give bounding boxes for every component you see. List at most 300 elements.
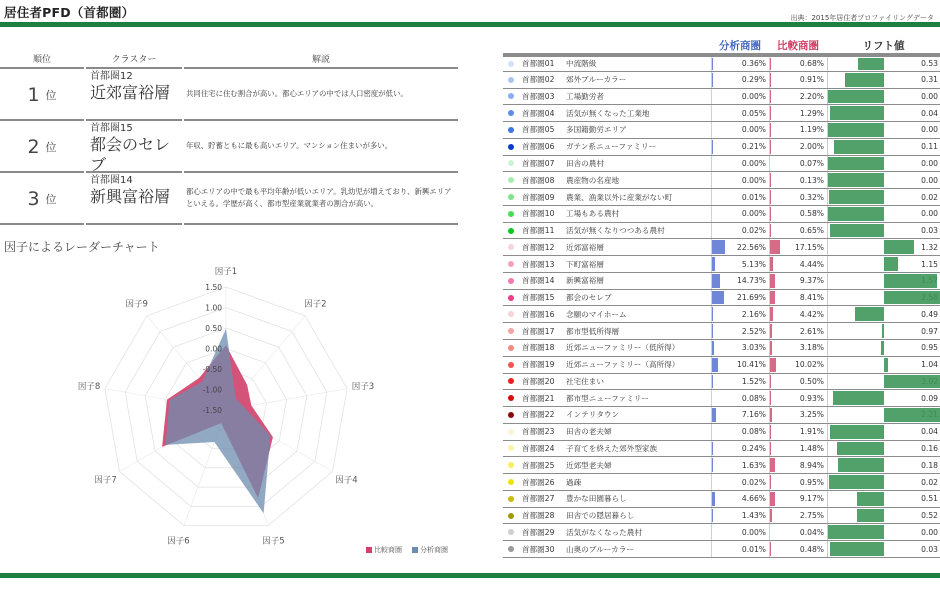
lift-value: 0.09 bbox=[921, 393, 938, 403]
radar-axis-label: 因子1 bbox=[214, 267, 238, 277]
cluster-color-dot bbox=[508, 395, 514, 401]
cluster-code: 首都圏27 bbox=[522, 494, 555, 504]
lift-cell bbox=[827, 72, 940, 88]
lift-cell bbox=[827, 273, 940, 289]
cluster-name: 豊かな田園暮らし bbox=[566, 494, 627, 504]
compare-share-value: 0.48% bbox=[799, 544, 824, 554]
cluster-name: 郊外ブルーカラー bbox=[566, 75, 627, 85]
cluster-name-cell bbox=[503, 541, 711, 557]
analysis-share-cell bbox=[711, 206, 769, 222]
lift-cell bbox=[827, 105, 940, 121]
rank-number: 3 bbox=[27, 188, 40, 210]
cluster-color-dot bbox=[508, 295, 514, 301]
table-row bbox=[503, 206, 940, 223]
analysis-share-bar bbox=[712, 509, 713, 523]
lift-cell bbox=[827, 407, 940, 423]
lift-cell bbox=[827, 508, 940, 524]
cluster-code: 首都圏16 bbox=[522, 309, 555, 319]
table-row bbox=[503, 273, 940, 290]
cluster-name-cell bbox=[503, 57, 711, 71]
compare-share-value: 0.58% bbox=[799, 209, 824, 219]
compare-share-bar bbox=[770, 408, 772, 422]
table-row bbox=[503, 306, 940, 323]
compare-share-bar bbox=[770, 257, 773, 271]
cluster-name-cell bbox=[503, 172, 711, 188]
analysis-share-cell bbox=[711, 72, 769, 88]
cluster-name-cell bbox=[503, 89, 711, 105]
cluster-code: 首都圏15 bbox=[522, 293, 555, 303]
cluster-name: 農産物の名産地 bbox=[566, 175, 620, 185]
table-row bbox=[503, 424, 940, 441]
cluster-name: 近郊ニューファミリー（低所得） bbox=[566, 343, 680, 353]
cluster-name-cell bbox=[503, 524, 711, 540]
lift-value: 0.00 bbox=[921, 158, 938, 168]
compare-share-cell bbox=[769, 139, 827, 155]
cluster-color-dot bbox=[508, 378, 514, 384]
table-row bbox=[503, 55, 940, 72]
table-row bbox=[503, 89, 940, 106]
lift-cell bbox=[827, 340, 940, 356]
compare-share-bar bbox=[770, 442, 771, 456]
lift-cell bbox=[827, 424, 940, 440]
analysis-share-cell bbox=[711, 357, 769, 373]
lift-value: 0.03 bbox=[921, 226, 938, 236]
legend-item bbox=[412, 545, 448, 555]
lift-value: 1.32 bbox=[921, 242, 938, 252]
footer-divider bbox=[0, 573, 940, 578]
cluster-color-dot bbox=[508, 412, 514, 418]
cluster-name-cell bbox=[503, 72, 711, 88]
cluster-color-dot bbox=[508, 93, 514, 99]
lift-value: 2.58 bbox=[921, 293, 938, 303]
cluster-name: 農業、漁業以外に産業がない町 bbox=[566, 192, 673, 202]
cluster-code: 首都圏23 bbox=[522, 427, 555, 437]
cluster-name: 新興富裕層 bbox=[90, 187, 171, 206]
analysis-share-cell bbox=[711, 474, 769, 490]
cluster-description: 年収、貯蓄ともに最も高いエリア。マンション住まいが多い。 bbox=[184, 121, 458, 173]
lift-bar bbox=[828, 207, 884, 221]
lift-cell bbox=[827, 156, 940, 172]
cluster-name-cell bbox=[503, 223, 711, 239]
compare-share-bar bbox=[770, 274, 775, 288]
compare-share-cell bbox=[769, 407, 827, 423]
rank-cell bbox=[0, 121, 84, 173]
analysis-share-bar bbox=[712, 358, 718, 372]
analysis-share-cell bbox=[711, 524, 769, 540]
legend-swatch bbox=[366, 547, 372, 553]
cluster-name: 田舎での隠居暮らし bbox=[566, 511, 635, 521]
analysis-share-bar bbox=[712, 307, 713, 321]
cluster-table-header bbox=[503, 36, 940, 53]
lift-cell bbox=[827, 491, 940, 507]
table-row bbox=[503, 457, 940, 474]
compare-share-value: 0.07% bbox=[799, 158, 824, 168]
compare-share-bar bbox=[770, 358, 776, 372]
column-header-compare: 比較商圏 bbox=[777, 40, 819, 52]
radar-tick-label: -1.00 bbox=[202, 385, 222, 395]
analysis-share-bar bbox=[712, 458, 713, 472]
analysis-share-cell bbox=[711, 256, 769, 272]
cluster-name: 田舎の農村 bbox=[566, 158, 604, 168]
compare-share-value: 0.93% bbox=[799, 393, 824, 403]
lift-cell bbox=[827, 457, 940, 473]
lift-value: 1.15 bbox=[921, 259, 938, 269]
compare-share-value: 0.32% bbox=[799, 192, 824, 202]
table-row bbox=[503, 390, 940, 407]
cluster-name: ガテン系ニューファミリー bbox=[566, 142, 657, 152]
table-row bbox=[503, 105, 940, 122]
compare-share-value: 17.15% bbox=[795, 242, 824, 252]
analysis-share-value: 0.00% bbox=[741, 527, 766, 537]
lift-value: 0.31 bbox=[921, 75, 938, 85]
cluster-code: 首都圏01 bbox=[522, 59, 555, 69]
lift-bar bbox=[830, 425, 884, 439]
analysis-share-bar bbox=[712, 408, 716, 422]
compare-share-cell bbox=[769, 441, 827, 457]
compare-share-bar bbox=[770, 341, 772, 355]
compare-share-bar bbox=[770, 492, 775, 506]
lift-bar bbox=[837, 442, 884, 456]
lift-bar bbox=[884, 358, 888, 372]
analysis-share-value: 10.41% bbox=[737, 360, 766, 370]
cluster-code: 首都圏19 bbox=[522, 360, 555, 370]
compare-share-value: 0.13% bbox=[799, 175, 824, 185]
analysis-share-value: 0.02% bbox=[741, 226, 766, 236]
radar-tick-label: -0.50 bbox=[202, 365, 222, 374]
lift-value: 0.00 bbox=[921, 209, 938, 219]
compare-share-cell bbox=[769, 72, 827, 88]
analysis-share-value: 22.56% bbox=[737, 242, 766, 252]
cluster-code: 首都圏09 bbox=[522, 192, 555, 202]
rank-suffix: 位 bbox=[45, 193, 57, 206]
cluster-code: 首都圏07 bbox=[522, 158, 555, 168]
table-row bbox=[503, 290, 940, 307]
compare-share-bar bbox=[770, 458, 775, 472]
analysis-share-value: 1.52% bbox=[741, 376, 766, 386]
cluster-color-dot bbox=[508, 328, 514, 334]
analysis-share-value: 14.73% bbox=[737, 276, 766, 286]
lift-cell bbox=[827, 524, 940, 540]
cluster-name-cell bbox=[503, 474, 711, 490]
lift-value: 0.18 bbox=[921, 460, 938, 470]
analysis-share-value: 0.29% bbox=[741, 75, 766, 85]
compare-share-cell bbox=[769, 156, 827, 172]
cluster-code: 首都圏08 bbox=[522, 175, 555, 185]
radar-axis-label: 因子3 bbox=[351, 381, 375, 392]
cluster-name: 都会のセレブ bbox=[566, 293, 612, 303]
lift-bar bbox=[828, 90, 884, 104]
lift-value: 0.04 bbox=[921, 108, 938, 118]
analysis-share-value: 0.24% bbox=[741, 443, 766, 453]
cluster-color-dot bbox=[508, 496, 514, 502]
compare-share-bar bbox=[770, 391, 771, 405]
compare-share-cell bbox=[769, 239, 827, 255]
compare-share-cell bbox=[769, 172, 827, 188]
compare-share-value: 0.50% bbox=[799, 376, 824, 386]
compare-share-value: 0.65% bbox=[799, 226, 824, 236]
cluster-name: 社宅住まい bbox=[566, 376, 604, 386]
cluster-name: 工場もある農村 bbox=[566, 209, 620, 219]
radar-tick-label: -1.50 bbox=[202, 406, 222, 415]
cluster-name: インテリタウン bbox=[566, 410, 620, 420]
compare-share-cell bbox=[769, 524, 827, 540]
rank-number: 2 bbox=[27, 136, 40, 158]
compare-share-value: 0.68% bbox=[799, 59, 824, 69]
lift-cell bbox=[827, 441, 940, 457]
cluster-color-dot bbox=[508, 61, 514, 67]
cluster-color-dot bbox=[508, 462, 514, 468]
analysis-share-cell bbox=[711, 508, 769, 524]
lift-bar bbox=[828, 525, 884, 539]
lift-bar bbox=[830, 224, 884, 238]
lift-value: 0.11 bbox=[921, 142, 938, 152]
compare-share-cell bbox=[769, 390, 827, 406]
compare-share-value: 9.37% bbox=[799, 276, 824, 286]
cluster-name-cell bbox=[503, 139, 711, 155]
rank-suffix: 位 bbox=[45, 89, 57, 102]
cluster-name-cell bbox=[503, 374, 711, 390]
cluster-name: 山奥のブルーカラー bbox=[566, 544, 634, 554]
lift-bar bbox=[828, 173, 884, 187]
table-row bbox=[503, 323, 940, 340]
table-row bbox=[503, 72, 940, 89]
cluster-name: 活気がなくなった農村 bbox=[566, 527, 642, 537]
analysis-share-value: 5.13% bbox=[741, 259, 766, 269]
lift-value: 0.00 bbox=[921, 91, 938, 101]
compare-share-cell bbox=[769, 340, 827, 356]
cluster-color-dot bbox=[508, 144, 514, 150]
compare-share-bar bbox=[770, 307, 773, 321]
cluster-color-dot bbox=[508, 311, 514, 317]
cluster-code: 首都圏26 bbox=[522, 477, 555, 487]
cluster-color-dot bbox=[508, 345, 514, 351]
lift-cell bbox=[827, 256, 940, 272]
column-header-rank: 順位 bbox=[0, 52, 84, 69]
cluster-name: 活気が無くなった工業地 bbox=[566, 108, 650, 118]
compare-share-value: 4.42% bbox=[799, 309, 824, 319]
analysis-share-cell bbox=[711, 541, 769, 557]
cluster-color-dot bbox=[508, 77, 514, 83]
radar-chart-title: 因子によるレーダーチャート bbox=[4, 240, 160, 254]
cluster-name-cell bbox=[503, 239, 711, 255]
radar-tick-label: 0.50 bbox=[205, 324, 222, 333]
lift-cell bbox=[827, 474, 940, 490]
cluster-color-dot bbox=[508, 127, 514, 133]
lift-value: 0.95 bbox=[921, 343, 938, 353]
cluster-code: 首都圏05 bbox=[522, 125, 555, 135]
analysis-share-cell bbox=[711, 273, 769, 289]
cluster-name-cell bbox=[503, 189, 711, 205]
lift-value: 2.21 bbox=[921, 410, 938, 420]
table-row bbox=[503, 441, 940, 458]
cluster-color-dot bbox=[508, 429, 514, 435]
compare-share-cell bbox=[769, 206, 827, 222]
lift-cell bbox=[827, 122, 940, 138]
cluster-name-cell bbox=[503, 390, 711, 406]
analysis-share-bar bbox=[712, 291, 724, 305]
cluster-code: 首都圏03 bbox=[522, 91, 555, 101]
table-row bbox=[503, 122, 940, 139]
analysis-share-bar bbox=[712, 492, 715, 506]
source-note: 出典：2015年居住者プロファイリングデータ bbox=[790, 14, 934, 22]
compare-share-cell bbox=[769, 374, 827, 390]
compare-share-bar bbox=[770, 291, 775, 305]
cluster-code: 首都圏15 bbox=[90, 123, 133, 134]
lift-value: 1.57 bbox=[921, 276, 938, 286]
analysis-share-bar bbox=[712, 341, 714, 355]
analysis-share-bar bbox=[712, 257, 715, 271]
table-row bbox=[503, 541, 940, 558]
cluster-name-cell bbox=[503, 323, 711, 339]
cluster-name: 近郊富裕層 bbox=[90, 83, 171, 102]
lift-cell bbox=[827, 57, 940, 71]
compare-share-cell bbox=[769, 290, 827, 306]
cluster-code: 首都圏20 bbox=[522, 376, 555, 386]
analysis-share-value: 0.05% bbox=[741, 108, 766, 118]
cluster-name-cell bbox=[503, 340, 711, 356]
lift-value: 0.00 bbox=[921, 175, 938, 185]
cluster-code: 首都圏11 bbox=[522, 226, 555, 236]
cluster-color-dot bbox=[508, 177, 514, 183]
cluster-color-dot bbox=[508, 244, 514, 250]
table-row bbox=[503, 139, 940, 156]
ranking-table bbox=[0, 52, 460, 225]
analysis-share-value: 0.01% bbox=[741, 192, 766, 202]
lift-cell bbox=[827, 189, 940, 205]
lift-value: 0.02 bbox=[921, 477, 938, 487]
lift-cell bbox=[827, 239, 940, 255]
table-row bbox=[503, 172, 940, 189]
cluster-code: 首都圏06 bbox=[522, 142, 555, 152]
compare-share-cell bbox=[769, 357, 827, 373]
analysis-share-bar bbox=[712, 324, 713, 338]
cluster-cell bbox=[86, 69, 182, 121]
analysis-share-value: 0.02% bbox=[741, 477, 766, 487]
cluster-name: 都会のセレブ bbox=[90, 135, 171, 174]
table-row bbox=[503, 357, 940, 374]
lift-bar bbox=[829, 475, 884, 489]
analysis-share-cell bbox=[711, 374, 769, 390]
radar-axis-label: 因子6 bbox=[167, 536, 190, 547]
compare-share-value: 1.19% bbox=[799, 125, 824, 135]
compare-share-cell bbox=[769, 457, 827, 473]
lift-value: 0.97 bbox=[921, 326, 938, 336]
radar-chart bbox=[0, 255, 470, 555]
lift-bar bbox=[884, 240, 914, 254]
chart-legend bbox=[366, 545, 448, 555]
compare-share-cell bbox=[769, 223, 827, 239]
ranking-row bbox=[0, 69, 460, 121]
analysis-share-value: 0.00% bbox=[741, 175, 766, 185]
analysis-share-cell bbox=[711, 323, 769, 339]
cluster-name-cell bbox=[503, 122, 711, 138]
lift-cell bbox=[827, 206, 940, 222]
cluster-name: 都市型ニューファミリー bbox=[566, 393, 649, 403]
analysis-share-value: 0.08% bbox=[741, 393, 766, 403]
ranking-row bbox=[0, 173, 460, 225]
lift-value: 0.02 bbox=[921, 192, 938, 202]
lift-value: 0.52 bbox=[921, 511, 938, 521]
cluster-name: 田舎の老夫婦 bbox=[566, 427, 612, 437]
compare-share-cell bbox=[769, 424, 827, 440]
cluster-color-dot bbox=[508, 362, 514, 368]
analysis-share-cell bbox=[711, 306, 769, 322]
rank-cell bbox=[0, 69, 84, 121]
analysis-share-value: 1.43% bbox=[741, 511, 766, 521]
analysis-share-cell bbox=[711, 57, 769, 71]
cluster-color-dot bbox=[508, 211, 514, 217]
cluster-code: 首都圏18 bbox=[522, 343, 555, 353]
cluster-code: 首都圏21 bbox=[522, 393, 555, 403]
lift-cell bbox=[827, 390, 940, 406]
compare-share-cell bbox=[769, 541, 827, 557]
analysis-share-cell bbox=[711, 172, 769, 188]
analysis-share-bar bbox=[712, 274, 720, 288]
cluster-name: 中流階級 bbox=[566, 59, 597, 69]
cluster-name-cell bbox=[503, 407, 711, 423]
compare-share-value: 3.18% bbox=[799, 343, 824, 353]
cluster-table bbox=[503, 36, 940, 558]
cluster-cell bbox=[86, 173, 182, 225]
table-row bbox=[503, 491, 940, 508]
compare-share-value: 1.48% bbox=[799, 443, 824, 453]
cluster-code: 首都圏12 bbox=[90, 71, 133, 82]
compare-share-value: 2.75% bbox=[799, 511, 824, 521]
analysis-share-value: 0.21% bbox=[741, 142, 766, 152]
lift-value: 0.53 bbox=[921, 59, 938, 69]
analysis-share-cell bbox=[711, 239, 769, 255]
cluster-color-dot bbox=[508, 194, 514, 200]
analysis-share-value: 0.36% bbox=[741, 59, 766, 69]
page-title: 居住者PFD（首都圏） bbox=[4, 5, 135, 20]
column-header-cluster: クラスター bbox=[86, 52, 182, 69]
ranking-row bbox=[0, 121, 460, 173]
lift-bar bbox=[828, 157, 884, 171]
rank-cell bbox=[0, 173, 84, 225]
table-row bbox=[503, 340, 940, 357]
lift-value: 3.02 bbox=[921, 376, 938, 386]
compare-share-value: 1.29% bbox=[799, 108, 824, 118]
lift-bar bbox=[834, 140, 884, 154]
table-row bbox=[503, 239, 940, 256]
lift-value: 0.49 bbox=[921, 309, 938, 319]
cluster-name-cell bbox=[503, 105, 711, 121]
compare-share-value: 9.17% bbox=[799, 494, 824, 504]
radar-axis-label: 因子9 bbox=[125, 299, 148, 310]
header-divider bbox=[0, 22, 940, 27]
analysis-share-value: 0.00% bbox=[741, 125, 766, 135]
cluster-name: 工場勤労者 bbox=[566, 91, 604, 101]
lift-bar bbox=[830, 542, 884, 556]
analysis-share-value: 2.52% bbox=[741, 326, 766, 336]
lift-value: 0.04 bbox=[921, 427, 938, 437]
cluster-name: 念願のマイホーム bbox=[566, 309, 627, 319]
compare-share-value: 1.91% bbox=[799, 427, 824, 437]
lift-cell bbox=[827, 374, 940, 390]
lift-value: 0.16 bbox=[921, 443, 938, 453]
cluster-color-dot bbox=[508, 110, 514, 116]
analysis-share-cell bbox=[711, 491, 769, 507]
compare-share-bar bbox=[770, 140, 771, 154]
compare-share-bar bbox=[770, 106, 771, 120]
analysis-share-cell bbox=[711, 223, 769, 239]
analysis-share-bar bbox=[712, 375, 713, 389]
cluster-color-dot bbox=[508, 261, 514, 267]
cluster-name-cell bbox=[503, 306, 711, 322]
legend-label: 分析商圏 bbox=[420, 546, 448, 554]
lift-cell bbox=[827, 357, 940, 373]
compare-share-value: 8.41% bbox=[799, 293, 824, 303]
